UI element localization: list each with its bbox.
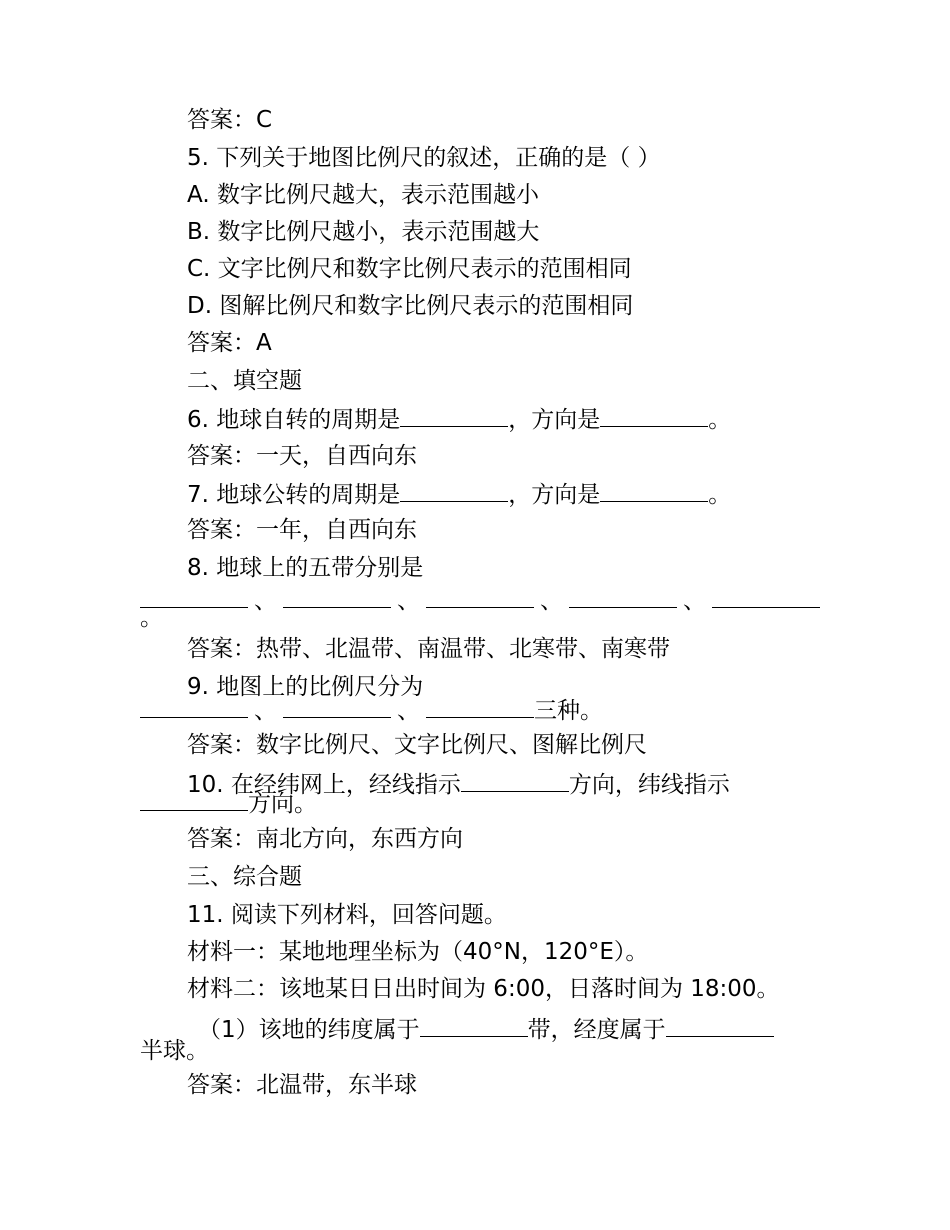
question-11-sub-1-line-1 [198, 1010, 774, 1049]
question-9-stem: 9. 地图上的比例尺分为 [187, 674, 424, 700]
section-3-title: 三、综合题 [187, 864, 302, 890]
question-8-blanks [140, 581, 820, 620]
question-7-text-c: 。 [708, 482, 732, 508]
question-9-blank-3 [426, 691, 534, 718]
question-11-material-1: 材料一：某地地理坐标为（40°N，120°E）。 [187, 939, 649, 965]
question-11-blank-1 [420, 1010, 528, 1037]
question-5-option-c: C. 文字比例尺和数字比例尺表示的范围相同 [187, 256, 632, 282]
question-9-sep-2: 、 [397, 698, 420, 724]
question-11-stem: 11. 阅读下列材料，回答问题。 [187, 902, 507, 928]
question-11-sub-1-text-b: 带，经度属于 [527, 1017, 666, 1043]
question-9-tail: 三种。 [534, 698, 603, 724]
question-8-blank-5 [712, 581, 820, 608]
question-8-sep-3: 、 [540, 588, 563, 614]
question-10-blank-1 [461, 765, 569, 792]
question-11-sub-1-text-a: （1）该地的纬度属于 [198, 1017, 420, 1043]
question-8-stem: 8. 地球上的五带分别是 [187, 555, 424, 581]
question-5-option-d: D. 图解比例尺和数字比例尺表示的范围相同 [187, 293, 634, 319]
question-10-text-b: 方向，纬线指示 [568, 772, 730, 798]
question-7-blank-2 [600, 475, 708, 502]
answer-8: 答案：热带、北温带、南温带、北寒带、南寒带 [187, 636, 670, 662]
question-8-sep-2: 、 [397, 588, 420, 614]
answer-9: 答案：数字比例尺、文字比例尺、图解比例尺 [187, 732, 647, 758]
question-10-text-a: 10. 在经纬网上，经线指示 [187, 772, 461, 798]
question-10-line-2 [140, 784, 317, 823]
question-8-sep-1: 、 [254, 588, 277, 614]
question-10-blank-2 [140, 784, 248, 811]
question-5-option-b: B. 数字比例尺越小，表示范围越大 [187, 219, 540, 245]
answer-7: 答案：一年，自西向东 [187, 517, 417, 543]
question-6-text-b: ，方向是 [508, 407, 601, 433]
question-8-end: 。 [140, 605, 163, 631]
question-6-text-c: 。 [708, 407, 732, 433]
question-6-blank-1 [400, 400, 508, 427]
question-8-sep-4: 、 [683, 588, 706, 614]
question-7-text-b: ，方向是 [508, 482, 601, 508]
question-8-blank-4 [569, 581, 677, 608]
answer-11: 答案：北温带，东半球 [187, 1072, 417, 1098]
question-11-blank-2 [666, 1010, 774, 1037]
question-8-blank-3 [426, 581, 534, 608]
question-6-text-a: 6. 地球自转的周期是 [187, 407, 401, 433]
question-9-blanks [140, 691, 603, 730]
question-10-text-c: 方向。 [248, 791, 317, 817]
question-7-blank-1 [400, 475, 508, 502]
question-9-blank-1 [140, 691, 248, 718]
question-9-blank-2 [283, 691, 391, 718]
question-8-blank-2 [283, 581, 391, 608]
question-9-sep-1: 、 [254, 698, 277, 724]
answer-5: 答案：A [187, 330, 272, 356]
question-11-sub-1-text-c: 半球。 [140, 1038, 209, 1064]
answer-6: 答案：一天，自西向东 [187, 443, 417, 469]
answer-4: 答案：C [187, 107, 273, 133]
answer-10: 答案：南北方向，东西方向 [187, 826, 463, 852]
question-11-material-2: 材料二：该地某日日出时间为 6:00，日落时间为 18:00。 [187, 976, 780, 1002]
question-6 [187, 400, 731, 439]
section-2-title: 二、填空题 [187, 368, 302, 394]
question-7-text-a: 7. 地球公转的周期是 [187, 482, 401, 508]
question-5-stem: 5. 下列关于地图比例尺的叙述，正确的是（ ） [187, 145, 661, 171]
question-7 [187, 475, 731, 514]
question-6-blank-2 [600, 400, 708, 427]
question-5-option-a: A. 数字比例尺越大，表示范围越小 [187, 182, 539, 208]
